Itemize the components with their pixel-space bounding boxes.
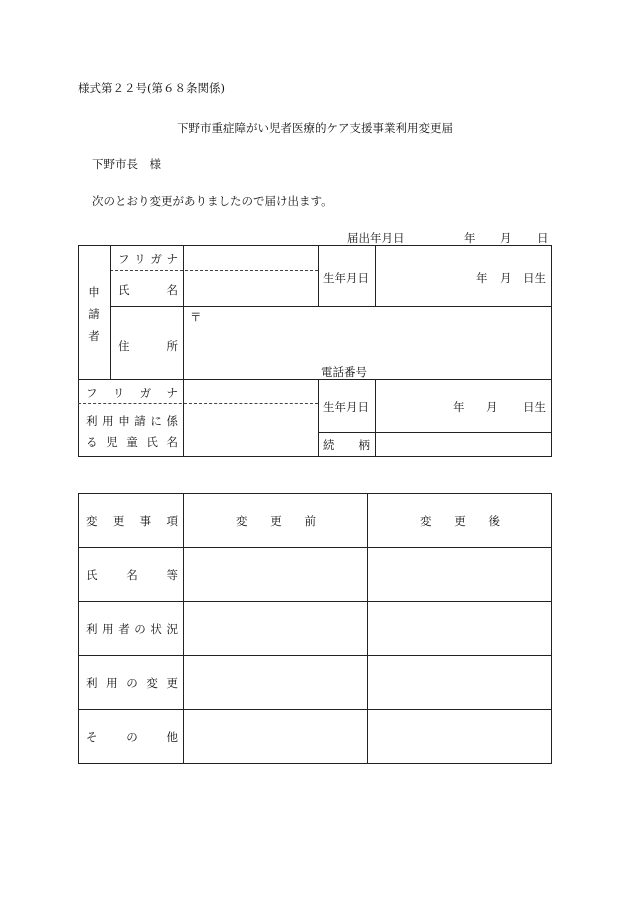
- row-status-after-field[interactable]: [370, 604, 548, 652]
- row-name-before-field[interactable]: [186, 550, 364, 598]
- applicant-furigana-label: フ リ ガ ナ: [118, 252, 178, 266]
- child-name-field[interactable]: [186, 407, 314, 453]
- addressee: 下野市長 様: [92, 157, 161, 171]
- dob-value-divider-bottom: [375, 379, 376, 457]
- row-usage-after-field[interactable]: [370, 658, 548, 706]
- applicant-dob-field[interactable]: [380, 250, 548, 302]
- applicant-dob-label: 生年月日: [323, 271, 369, 285]
- child-dob-field[interactable]: [380, 383, 548, 429]
- dob-divider-bottom: [318, 379, 319, 457]
- row-usage-before-field[interactable]: [186, 658, 364, 706]
- header-change-item: 変 更 事 項: [86, 514, 178, 528]
- date-day-field[interactable]: [514, 228, 534, 244]
- dob-divider-top: [318, 245, 319, 306]
- group-label-divider: [110, 245, 111, 379]
- child-dob-year-unit: 年: [453, 400, 465, 414]
- phone-field[interactable]: [372, 362, 547, 378]
- child-dob-day-unit: 日生: [523, 400, 546, 414]
- applicant-dob-year-unit: 年: [476, 271, 488, 285]
- change-row-divider-2: [78, 601, 552, 602]
- intro-text: 次のとおり変更がありましたので届け出ます。: [92, 194, 333, 208]
- applicant-name-label: 氏 名: [118, 283, 178, 297]
- date-day-unit: 日: [537, 231, 549, 245]
- row-other-after-field[interactable]: [370, 712, 548, 760]
- date-year-field[interactable]: [408, 228, 458, 244]
- label-value-divider: [183, 245, 184, 457]
- row-label-other: そ の 他: [86, 730, 178, 744]
- child-dob-label: 生年月日: [323, 400, 369, 414]
- phone-label: 電話番号: [321, 365, 367, 379]
- date-month-unit: 月: [500, 231, 512, 245]
- date-month-field[interactable]: [478, 228, 498, 244]
- applicant-group-label: 申 請 者: [88, 285, 100, 343]
- change-row-divider-1: [78, 547, 552, 548]
- applicant-address-label: 住 所: [118, 339, 178, 353]
- header-before: 変 更 前: [236, 514, 316, 528]
- name-address-divider-left: [110, 306, 183, 307]
- applicant-furigana-field[interactable]: [186, 248, 314, 268]
- child-furigana-field[interactable]: [186, 382, 314, 401]
- child-furigana-label: フ リ ガ ナ: [86, 386, 178, 400]
- row-name-after-field[interactable]: [370, 550, 548, 598]
- date-year-unit: 年: [464, 231, 476, 245]
- applicant-address-field[interactable]: [205, 309, 545, 359]
- change-col-divider-2: [367, 493, 368, 764]
- change-row-divider-3: [78, 655, 552, 656]
- relation-field[interactable]: [380, 435, 548, 454]
- row-status-before-field[interactable]: [186, 604, 364, 652]
- applicant-dob-month-unit: 月: [500, 271, 512, 285]
- child-name-label-line2: る 児 童 氏 名: [86, 435, 178, 449]
- dob-value-divider-top: [375, 245, 376, 306]
- form-number: 様式第２２号(第６８条関係): [78, 81, 225, 95]
- dob-relation-divider: [318, 432, 552, 433]
- row-other-before-field[interactable]: [186, 712, 364, 760]
- date-label: 届出年月日: [347, 231, 405, 245]
- child-dob-month-unit: 月: [486, 400, 498, 414]
- change-row-divider-4: [78, 709, 552, 710]
- change-col-divider-1: [183, 493, 184, 764]
- row-label-usage-change: 利 用 の 変 更: [86, 676, 178, 690]
- row-label-user-status: 利 用 者 の 状 況: [86, 622, 178, 636]
- row-label-name: 氏 名 等: [86, 568, 178, 582]
- form-title: 下野市重症障がい児者医療的ケア支援事業利用変更届: [177, 121, 453, 135]
- applicant-name-field[interactable]: [186, 274, 314, 302]
- name-address-divider: [183, 306, 552, 307]
- relation-label: 続 柄: [323, 438, 370, 452]
- applicant-dob-day-unit: 日生: [523, 271, 546, 285]
- child-furigana-divider: [78, 403, 318, 404]
- furigana-divider: [110, 270, 318, 271]
- postal-mark: 〒: [190, 310, 202, 324]
- header-after: 変 更 後: [420, 514, 500, 528]
- child-name-label-line1: 利 用 申 請 に 係: [86, 414, 178, 428]
- applicant-child-divider: [78, 379, 552, 380]
